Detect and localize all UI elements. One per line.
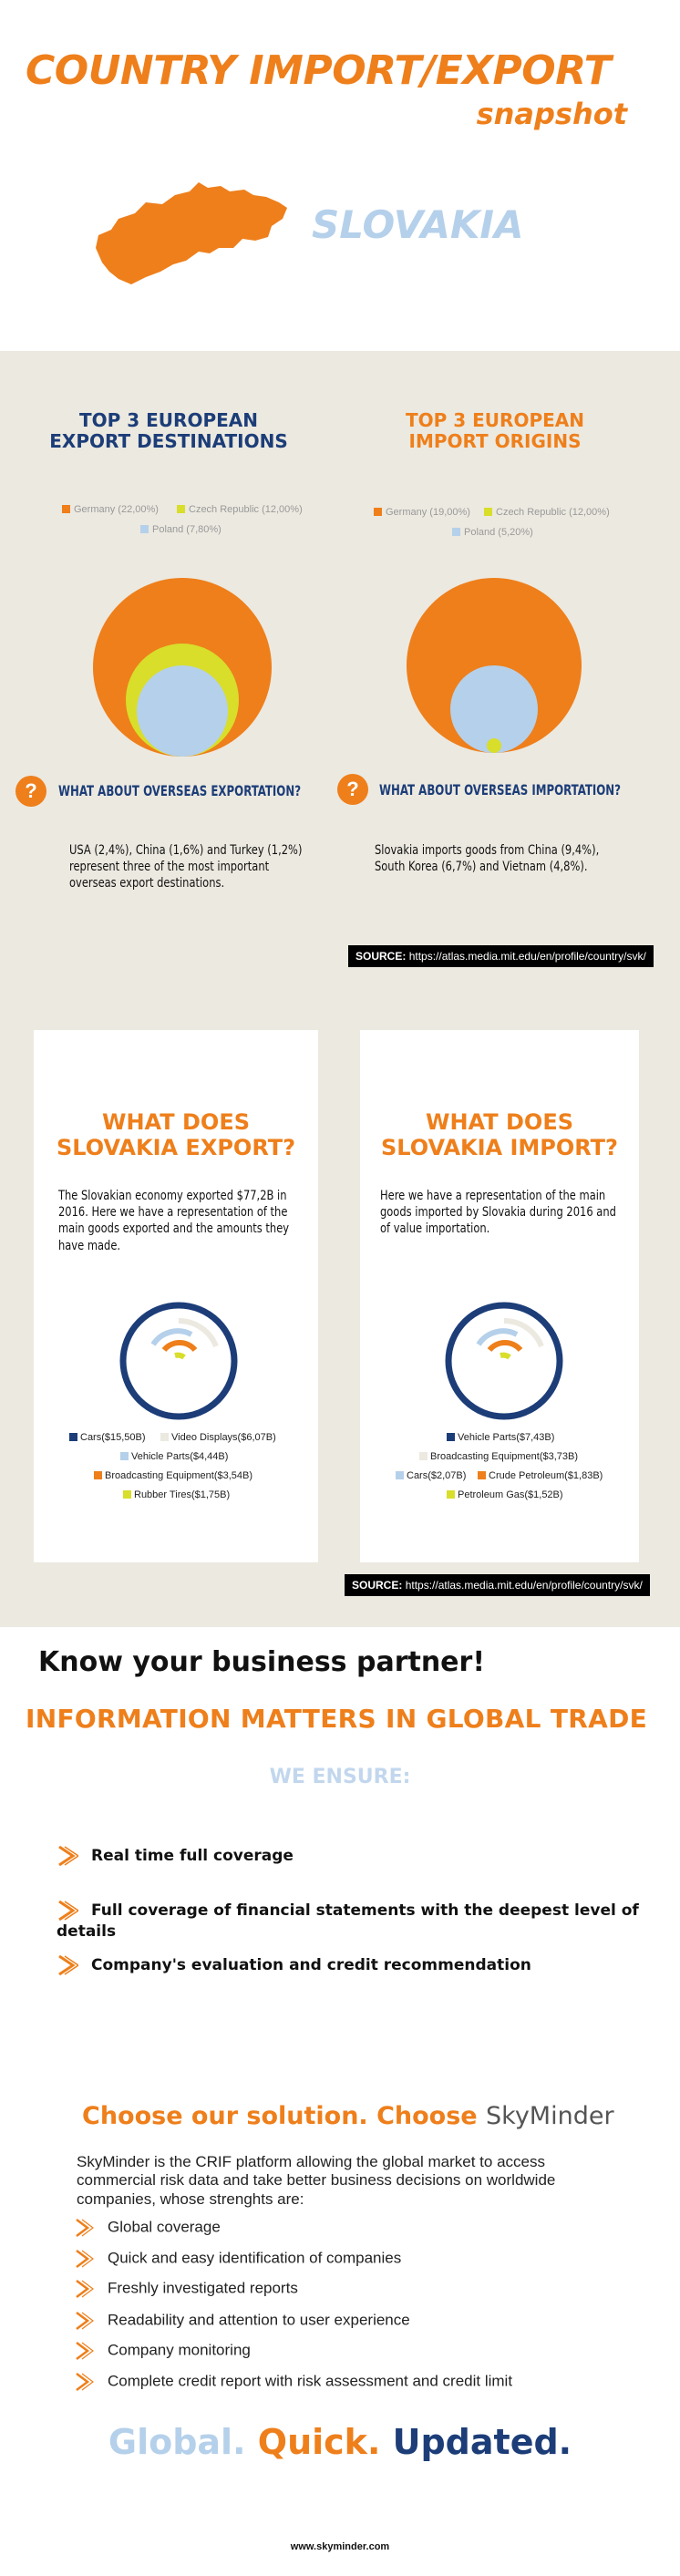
ensure-item-1: Real time full coverage: [57, 1844, 294, 1868]
import-legend-petroleum-gas: Petroleum Gas($1,52B): [447, 1489, 563, 1500]
strength-item-1: Global coverage: [75, 2218, 221, 2238]
export-legend-broadcasting: Broadcasting Equipment($3,54B): [94, 1470, 252, 1481]
chevron-right-icon: [75, 2372, 95, 2392]
country-name: SLOVAKIA: [312, 202, 524, 247]
chevron-right-icon: [75, 2218, 95, 2238]
ensure-item-3: Company's evaluation and credit recommendation: [57, 1953, 531, 1977]
export-radial-chart: [118, 1301, 239, 1421]
import-bubble-czech: [487, 738, 501, 753]
import-ring-crude-petroleum: [489, 1343, 520, 1350]
export-card-text: The Slovakian economy exported $77,2B in 2016. Here we have a representation of the main goods exported and the amounts they have made.: [58, 1189, 290, 1253]
strength-item-5: Company monitoring: [75, 2341, 251, 2361]
import-legend-czech: Czech Republic (12,00%): [484, 507, 610, 518]
skyminder-logo: SkyMinder: [486, 2102, 614, 2130]
export-legend-czech: Czech Republic (12,00%): [177, 504, 303, 515]
footer-url[interactable]: www.skyminder.com: [290, 2541, 390, 2552]
export-legend-germany: Germany (22,00%): [62, 504, 159, 515]
import-ring-petroleum-gas: [500, 1355, 510, 1357]
slogan: [0, 2422, 680, 2462]
import-card-text: Here we have a representation of the main goods imported by Slovakia during 2016 and of value importation.: [380, 1189, 616, 1237]
import-legend-broadcasting: Broadcasting Equipment($3,73B): [419, 1451, 578, 1462]
chevron-right-icon: [75, 2311, 95, 2331]
import-legend-vehicle-parts: Vehicle Parts($7,43B): [447, 1432, 554, 1443]
overseas-import-text: Slovakia imports goods from China (9,4%), South Korea (6,7%) and Vietnam (4,8%).: [375, 843, 600, 875]
question-icon: ?: [337, 774, 368, 805]
chevron-right-icon: [57, 1844, 78, 1868]
source-link-1[interactable]: SOURCE: https://atlas.media.mit.edu/en/profile/country/svk/: [348, 945, 654, 967]
slogan-global: Global.: [108, 2422, 246, 2462]
import-radial-chart: [444, 1301, 564, 1421]
export-ring-rubber-tires: [175, 1355, 184, 1357]
chevron-right-icon: [75, 2249, 95, 2269]
export-legend-cars: Cars($15,50B): [69, 1432, 146, 1443]
promo-heading: Know your business partner!: [38, 1646, 486, 1678]
question-icon: ?: [15, 776, 46, 807]
import-legend-poland: Poland (5,20%): [452, 527, 533, 538]
main-title: COUNTRY IMPORT/EXPORT: [26, 47, 612, 94]
we-ensure-label: WE ENSURE:: [269, 1766, 411, 1788]
strength-item-3: Freshly investigated reports: [75, 2279, 298, 2299]
strength-item-6: Complete credit report with risk assessment and credit limit: [75, 2372, 512, 2392]
import-bubble-chart: [406, 574, 588, 766]
strength-item-4: Readability and attention to user experience: [75, 2311, 410, 2331]
overseas-export-question: WHAT ABOUT OVERSEAS EXPORTATION?: [58, 782, 302, 799]
export-bubble-chart: [91, 574, 273, 766]
import-origins-title: TOP 3 EUROPEAN IMPORT ORIGINS: [406, 409, 584, 452]
slovakia-map-icon: [91, 182, 287, 284]
import-card-title: WHAT DOES SLOVAKIA IMPORT?: [381, 1109, 618, 1160]
export-legend-poland: Poland (7,80%): [140, 524, 222, 535]
export-legend-vehicle-parts: Vehicle Parts($4,44B): [120, 1451, 228, 1462]
overseas-export-text: USA (2,4%), China (1,6%) and Turkey (1,2%) represent three of the most important overseas export destinations.: [69, 843, 303, 891]
ensure-item-2: Full coverage of financial statements with the deepest level of details: [57, 1899, 680, 1941]
export-destinations-title: TOP 3 EUROPEAN EXPORT DESTINATIONS: [49, 409, 288, 452]
promo-subheading: INFORMATION MATTERS IN GLOBAL TRADE: [26, 1704, 648, 1734]
chevron-right-icon: [57, 1899, 78, 1922]
import-legend-crude-petroleum: Crude Petroleum($1,83B): [478, 1470, 603, 1481]
export-legend-rubber-tires: Rubber Tires($1,75B): [123, 1489, 230, 1500]
chevron-right-icon: [57, 1953, 78, 1977]
export-ring-broadcasting: [164, 1343, 195, 1350]
export-card-title: WHAT DOES SLOVAKIA EXPORT?: [56, 1109, 296, 1160]
header-section: [0, 0, 680, 351]
strength-item-2: Quick and easy identification of companies: [75, 2249, 401, 2269]
main-subtitle: snapshot: [476, 97, 627, 131]
chevron-right-icon: [75, 2341, 95, 2361]
source-link-2[interactable]: SOURCE: https://atlas.media.mit.edu/en/profile/country/svk/: [345, 1574, 650, 1596]
import-legend-germany: Germany (19,00%): [374, 507, 470, 518]
slogan-updated: Updated.: [392, 2422, 572, 2462]
overseas-import-question: WHAT ABOUT OVERSEAS IMPORTATION?: [379, 781, 622, 799]
export-bubble-poland: [137, 665, 228, 757]
export-legend-video-displays: Video Displays($6,07B): [160, 1432, 276, 1443]
solution-title: Choose our solution. Choose SkyMinder: [82, 2102, 614, 2130]
slogan-quick: Quick.: [257, 2422, 381, 2462]
import-legend-cars: Cars($2,07B): [396, 1470, 466, 1481]
solution-description: SkyMinder is the CRIF platform allowing the global market to access commercial risk data and take better business decisions on worldwide companies, whose strenghts are:: [77, 2153, 556, 2208]
chevron-right-icon: [75, 2279, 95, 2299]
